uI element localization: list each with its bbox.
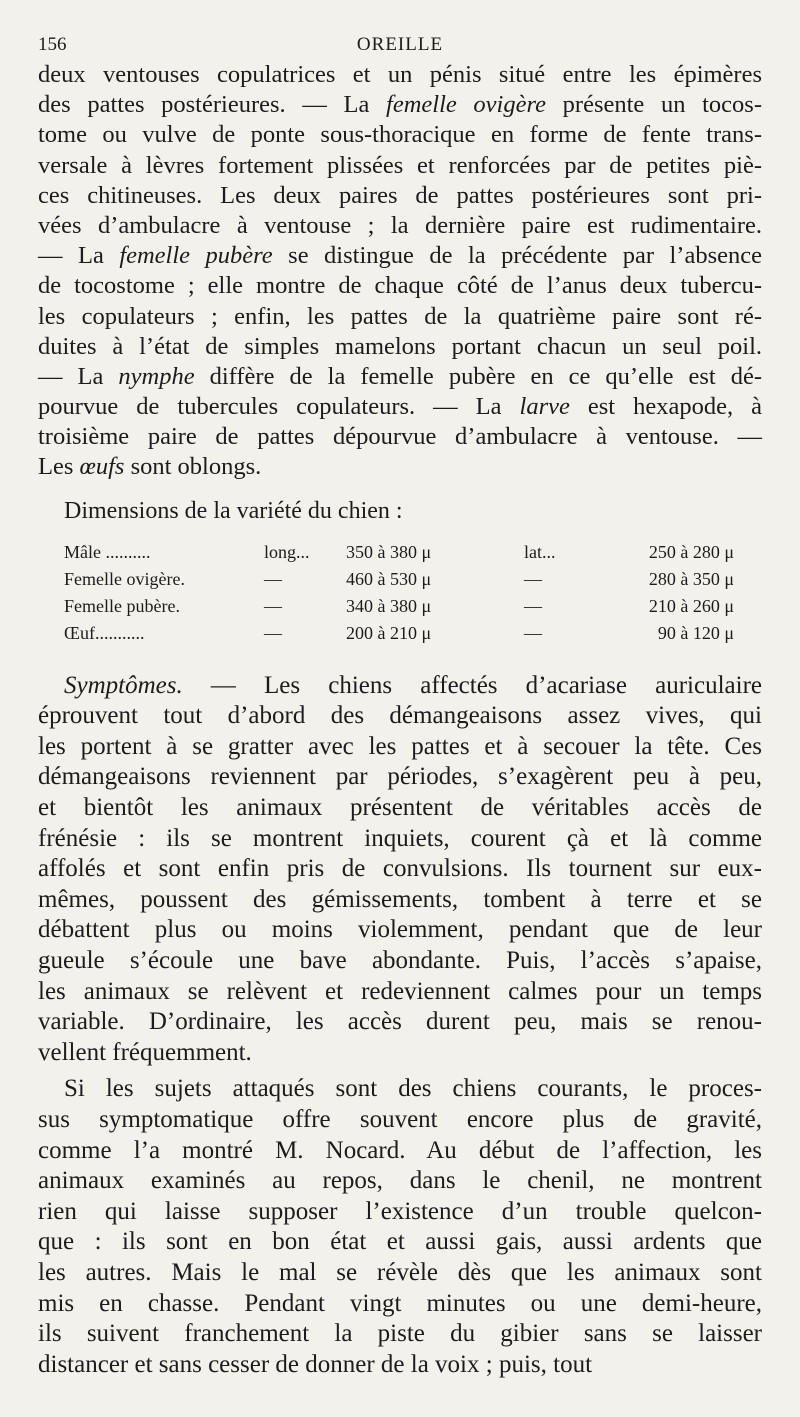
text-line [38,885,762,916]
text-line [38,211,762,241]
text-run: — Les chiens affectés d’acariase auriculaire [182,671,762,699]
text-line [38,1258,762,1289]
italic-term: œufs [79,453,125,481]
dimensions-cell-lat: — [524,595,542,616]
dimensions-row [64,593,734,620]
text-run: gueule s’écoule une bave abondante. Puis, l’accès s’apaise, [38,946,762,974]
text-line [38,1319,762,1350]
text-run: sus symptomatique offre souvent encore plus de gravité, [38,1105,762,1133]
text-line [38,701,762,732]
dimensions-cell-name: Mâle .......... [64,541,151,562]
text-line [38,1166,762,1197]
text-run: Si les sujets attaqués sont des chiens courants, le proces- [64,1075,762,1103]
text-run: variable. D’ordinaire, les accès durent peu, mais se renou- [38,1008,762,1036]
text-line [38,422,762,452]
text-line [38,302,762,332]
dimensions-cell-long: — [264,622,282,643]
dimensions-table [64,539,734,647]
dimensions-cell-name: Femelle pubère. [64,595,180,616]
text-run: les autres. Mais le mal se révèle dès que les animaux sont [38,1258,762,1286]
dimensions-cell-lat-range: 90 à 120 μ [657,622,734,643]
text-run: tome ou vulve de ponte sous-thoracique en forme de fente trans- [38,121,762,149]
dimensions-cell-lat: — [524,622,542,643]
text-line [38,90,762,120]
text-line [38,977,762,1008]
text-line [38,120,762,150]
dimensions-cell-long-range: 350 à 380 μ [346,541,432,562]
text-line [38,824,762,855]
dimensions-cell-long-range: 200 à 210 μ [346,622,432,643]
text-line [38,1227,762,1258]
italic-term: femelle ovigère [386,91,546,119]
text-line [38,1105,762,1136]
italic-term: femelle pubère [119,242,273,270]
text-line [38,181,762,211]
text-run: ils suivent franchement la piste du gibier sans se laisser [38,1320,762,1348]
text-line [38,1136,762,1167]
italic-term: nymphe [118,362,195,390]
text-run: vées d’ambulacre à ventouse ; la dernière paire est rudimentaire. [38,211,762,239]
text-run: mêmes, poussent des gémissements, tombent à terre et se [38,885,762,913]
text-run: vellent fréquemment. [38,1038,252,1066]
text-line [38,1350,762,1381]
text-line [38,1038,762,1069]
text-run: mis en chasse. Pendant vingt minutes ou une demi-heure, [38,1289,762,1317]
text-run: débattent plus ou moins violemment, pendant que de leur [38,916,762,944]
text-run: démangeaisons reviennent par périodes, s’exagèrent peu à peu, [38,763,762,791]
text-line [38,854,762,885]
dimensions-heading: Dimensions de la variété du chien : [64,497,403,524]
text-run: troisième paire de pattes dépourvue d’ambulacre à ventouse. — [38,423,762,451]
paragraph-symptomes [38,671,762,1069]
text-line [38,762,762,793]
text-line [38,332,762,362]
text-line [38,732,762,763]
text-line [38,151,762,181]
running-title: OREILLE [356,34,444,55]
dimensions-row [64,539,734,566]
dimensions-cell-long-range: 460 à 530 μ [346,568,432,589]
paragraph-chiens-courants [38,1074,762,1380]
text-run: des pattes postérieures. — La [38,91,387,119]
text-run: comme l’a montré M. Nocard. Au début de l’affection, les [38,1136,762,1164]
text-run: et bientôt les animaux présentent de véritables accès de [38,794,762,821]
text-line [38,362,762,392]
text-run: deux ventouses copulatrices et un pénis situé entre les épimères [38,61,762,88]
text-run: éprouvent tout d’abord des démangeaisons assez vives, qui [38,702,762,730]
text-run: sont oblongs. [124,453,262,481]
text-line [38,271,762,301]
dimensions-cell-name: Œuf........... [64,622,145,643]
text-run: Les [38,453,80,481]
text-line [38,915,762,946]
page-header [38,30,762,60]
text-run: versale à lèvres fortement plissées et renforcées par de petites piè- [38,151,762,179]
text-line [38,1289,762,1320]
dimensions-cell-lat-range: 280 à 350 μ [648,568,734,589]
dimensions-cell-lat-range: 250 à 280 μ [648,541,734,562]
dimensions-cell-long: long... [264,541,310,562]
text-run: distancer et sans cesser de donner de la voix ; puis, tout [38,1350,593,1378]
text-line [38,671,762,702]
text-line [38,946,762,977]
paragraph-acarus-description [38,60,762,483]
text-line [38,241,762,271]
text-run: présente un tocos- [545,91,762,119]
text-run: — La [38,242,120,270]
text-run: diffère de la femelle pubère en ce qu’elle est dé- [194,362,762,390]
text-run: — La [38,362,119,390]
dimensions-cell-lat: — [524,568,542,589]
text-line [38,452,762,482]
text-run: est hexapode, à [569,393,763,421]
text-run: frénésie : ils se montrent inquiets, courent çà et là comme [38,824,762,852]
dimensions-cell-lat-range: 210 à 260 μ [648,595,734,616]
text-line [38,1007,762,1038]
dimensions-cell-long: — [264,595,282,616]
text-run: ces chitineuses. Les deux paires de pattes postérieures sont pri- [38,181,762,209]
text-run: duites à l’état de simples mamelons portant chacun un seul poil. [38,332,762,360]
text-run: pourvue de tubercules copulateurs. — La [38,393,520,421]
dimensions-cell-name: Femelle ovigère. [64,568,185,589]
text-line [38,60,762,90]
text-run: que : ils sont en bon état et aussi gais, aussi ardents que [38,1228,762,1256]
text-line [38,793,762,824]
text-run: rien qui laisse supposer l’existence d’un trouble quelcon- [38,1197,762,1225]
text-run: affolés et sont enfin pris de convulsions. Ils tournent sur eux- [38,855,762,883]
dimensions-row [64,620,734,647]
dimensions-row [64,566,734,593]
text-run: animaux examinés au repos, dans le chenil, ne montrent [38,1167,762,1195]
page-number: 156 [38,34,67,55]
text-run: se distingue de la précédente par l’absence [272,242,762,270]
text-run: les portent à se gratter avec les pattes et à secouer la tête. Ces [38,732,762,760]
text-run: les copulateurs ; enfin, les pattes de la quatrième paire sont ré- [38,302,762,330]
book-page [38,30,762,1380]
text-line [38,1074,762,1105]
dimensions-cell-long-range: 340 à 380 μ [346,595,432,616]
dimensions-cell-long: — [264,568,282,589]
italic-term: Symptômes. [64,671,183,699]
text-line [38,392,762,422]
text-run: les animaux se relèvent et redeviennent calmes pour un temps [38,977,762,1005]
dimensions-cell-lat: lat... [524,541,556,562]
italic-term: larve [519,393,570,421]
text-line [38,1197,762,1228]
text-run: de tocostome ; elle montre de chaque côté de l’anus deux tubercu- [38,272,762,300]
